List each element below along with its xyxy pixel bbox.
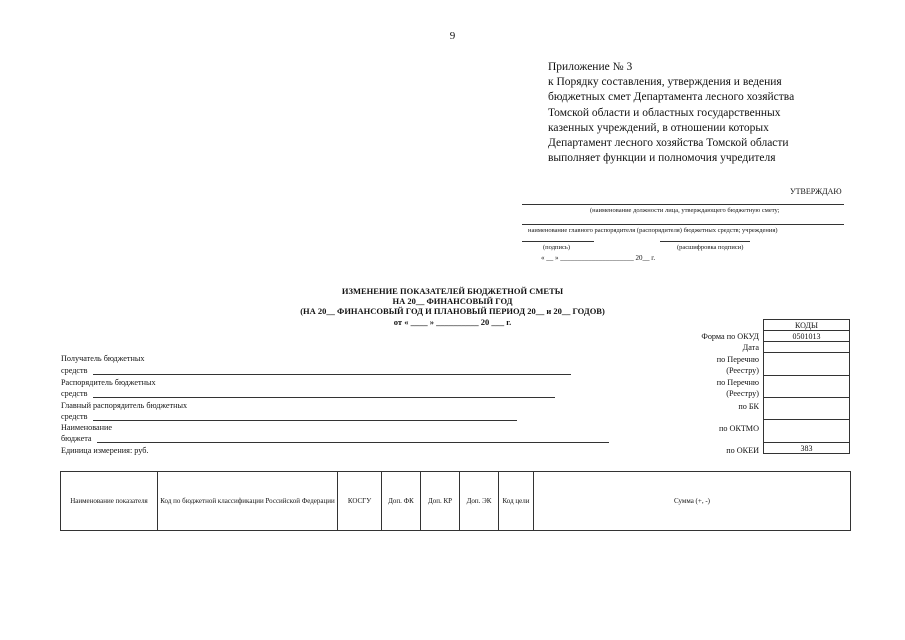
doc-title-line1: ИЗМЕНЕНИЕ ПОКАЗАТЕЛЕЙ БЮДЖЕТНОЙ СМЕТЫ — [341, 286, 564, 296]
chief-manager-line — [93, 420, 517, 421]
budget-label-2: бюджета — [61, 434, 92, 443]
col-header-indicator: Наименование показателя — [61, 472, 158, 531]
date-value — [764, 342, 850, 353]
list1-label-b: (Реестру) — [726, 366, 759, 375]
codes-table — [763, 319, 850, 454]
appendix-line: Приложение № 3 — [548, 61, 633, 73]
recipient-label-2: средств — [61, 366, 88, 375]
list1-label-a: по Перечню — [716, 355, 759, 364]
recipient-line — [93, 374, 571, 375]
doc-title-line2: НА 20__ ФИНАНСОВЫЙ ГОД — [392, 296, 513, 306]
signature-line — [522, 241, 594, 242]
list2-value — [764, 376, 850, 398]
position-caption: (наименование должности лица, утверждающего бюджетную смету; — [590, 207, 780, 214]
manager-field-line — [93, 397, 555, 398]
list1-value — [764, 353, 850, 376]
appendix-line: Томской области и областных государственных — [548, 106, 781, 119]
list2-label-b: (Реестру) — [726, 389, 759, 398]
recipient-label-1: Получатель бюджетных — [61, 354, 145, 363]
okei-label: по ОКЕИ — [726, 446, 759, 455]
chief-manager-label-2: средств — [61, 412, 88, 421]
appendix-line: бюджетных смет Департамента лесного хозяйства — [548, 91, 795, 104]
col-header-kosgu: КОСГУ — [338, 472, 382, 531]
codes-header: КОДЫ — [764, 320, 850, 331]
appendix-line: выполняет функции и полномочия учредителя — [548, 152, 776, 165]
chief-manager-label-1: Главный распорядитель бюджетных — [61, 401, 188, 410]
appendix-block — [548, 60, 878, 166]
unit-label: Единица измерения: руб. — [61, 446, 149, 455]
okud-label: Форма по ОКУД — [701, 332, 759, 341]
decoding-caption: (расшифровка подписи) — [677, 244, 744, 251]
col-header-goal-code: Код цели — [499, 472, 534, 531]
appendix-line: Департамент лесного хозяйства Томской области — [548, 137, 789, 150]
budget-line — [97, 442, 609, 443]
budget-change-table — [60, 471, 851, 531]
signature-caption: (подпись) — [543, 244, 570, 251]
approval-date: « __ » _____________________ 20__ г. — [541, 254, 656, 262]
appendix-line: казенных учреждений, в отношении которых — [548, 121, 769, 134]
position-line — [522, 204, 844, 205]
manager-line — [522, 224, 844, 225]
list2-label-a: по Перечню — [716, 378, 759, 387]
col-header-bk-code: Код по бюджетной классификации Российской Федерации — [158, 472, 338, 531]
date-label: Дата — [742, 343, 759, 352]
doc-title-line3: (НА 20__ ФИНАНСОВЫЙ ГОД И ПЛАНОВЫЙ ПЕРИОД 20__ и 20__ ГОДОВ) — [300, 306, 605, 316]
approve-label: УТВЕРЖДАЮ — [790, 187, 842, 196]
page-number: 9 — [449, 30, 456, 42]
oktmo-value — [764, 420, 850, 443]
col-header-dop-kr: Доп. КР — [421, 472, 460, 531]
okud-value: 0501013 — [764, 331, 850, 342]
doc-title-date: от « ____ » __________ 20 ___ г. — [393, 317, 512, 327]
appendix-line: к Порядку составления, утверждения и ведения — [548, 76, 782, 89]
bk-value — [764, 398, 850, 420]
okei-value: 383 — [764, 443, 850, 454]
decoding-line — [660, 241, 750, 242]
budget-label-1: Наименование — [61, 423, 113, 432]
manager-label-1: Распорядитель бюджетных — [61, 378, 156, 387]
oktmo-label: по ОКТМО — [719, 424, 759, 433]
manager-caption: наименование главного распорядителя (распорядителя) бюджетных средств; учреждения) — [528, 227, 778, 234]
col-header-amount: Сумма (+, -) — [534, 472, 851, 531]
col-header-dop-fk: Доп. ФК — [382, 472, 421, 531]
bk-label: по БК — [738, 402, 759, 411]
manager-label-2: средств — [61, 389, 88, 398]
col-header-dop-ek: Доп. ЭК — [460, 472, 499, 531]
